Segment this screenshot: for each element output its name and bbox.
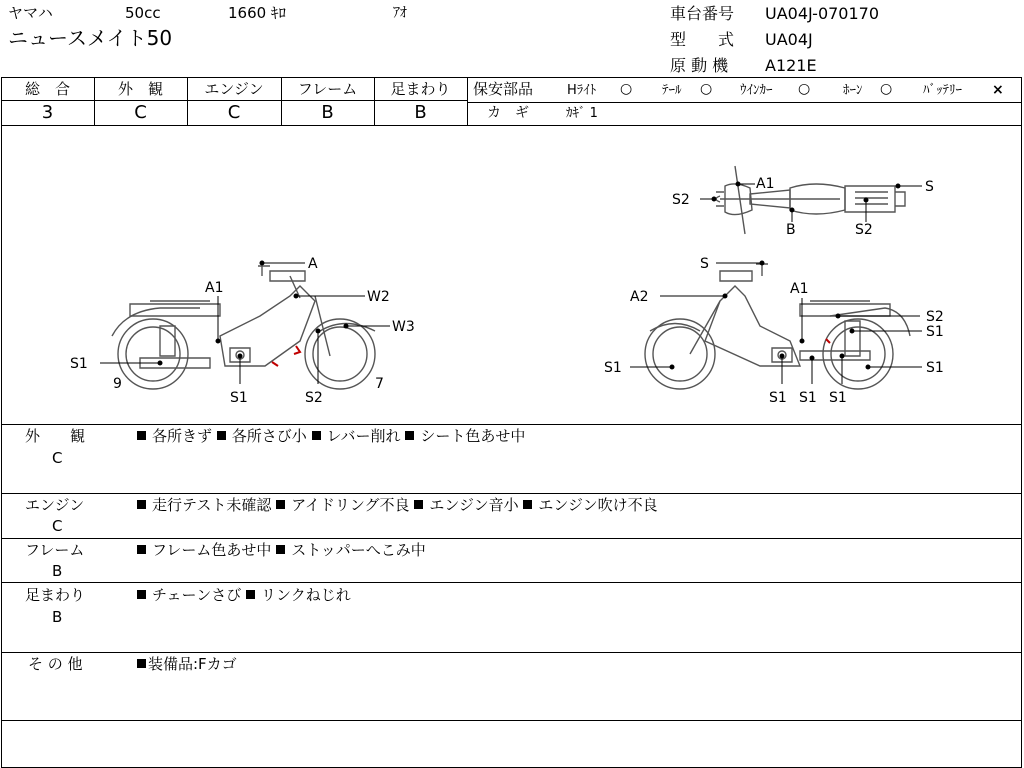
engine-value: A121E [765,56,817,75]
damage-mark [272,362,278,366]
note-items-suspension [137,588,351,603]
bike-left-view [112,266,375,389]
safety-headlight-label: Hﾗｲﾄ [567,83,597,98]
label-s1: S1 [829,390,847,406]
note-items-other [137,657,237,672]
label-s1: S1 [70,356,88,372]
note-items-frame [137,543,426,558]
note-item: フレーム色あせ中 [152,541,272,559]
label-a1: A1 [790,281,809,297]
safety-battery-mark: × [992,82,1004,98]
note-grade-suspension: B [52,608,63,626]
divider [1,582,1022,583]
label-s1: S1 [926,324,944,340]
key-label: カ ギ [487,105,529,121]
label-s1: S1 [230,390,248,406]
key-value: ｶｷﾞ 1 [566,106,598,121]
note-title-engine: エンジン [25,496,85,514]
note-title-other: そ の 他 [28,655,83,673]
safety-horn-mark: ○ [880,81,893,97]
label-w3: W3 [392,319,415,335]
note-items-engine [137,498,658,513]
note-grade-exterior: C [52,449,63,467]
divider [1,652,1022,653]
divider [1,538,1022,539]
divider [467,102,1022,103]
label-s1: S1 [604,360,622,376]
engine-label: 原 動 機 [670,56,729,75]
label-s1: S1 [799,390,817,406]
divider [1,424,1022,425]
damage-mark [294,346,300,354]
label-s2: S2 [305,390,323,406]
note-grade-engine: C [52,517,63,535]
label-b: B [786,222,796,238]
divider [467,77,468,125]
bike-top-view [716,166,905,234]
label-s1: S1 [769,390,787,406]
note-item: アイドリング不良 [291,496,410,514]
note-item: レバー削れ [326,427,401,445]
label-s2: S2 [855,222,873,238]
damage-mark [826,339,830,343]
note-item: エンジン吹け不良 [538,496,658,514]
displacement: 50cc [125,4,161,22]
label-s2: S2 [926,309,944,325]
chassis-value: UA04J-070170 [765,4,880,23]
type-label: 型 式 [670,30,735,49]
model-name: ニュースメイト50 [8,26,173,50]
note-item: 走行テスト未確認 [152,496,272,514]
divider [1,100,467,101]
note-grade-frame: B [52,562,63,580]
label-w2: W2 [367,289,390,305]
note-item: ストッパーへこみ中 [291,541,426,559]
label-7: 7 [375,376,384,392]
label-9: 9 [113,376,122,392]
note-item: チェーンさび [152,586,242,604]
label-s1: S1 [926,360,944,376]
safety-headlight-mark: ○ [620,81,633,97]
safety-tail-mark: ○ [700,81,713,97]
label-a1: A1 [756,176,775,192]
label-s: S [700,256,709,272]
label-a: A [308,256,318,272]
note-item: リンクねじれ [261,586,351,604]
divider [1,493,1022,494]
color: ｱｵ [393,5,407,21]
divider [1,77,1022,78]
grade-value-engine: C [227,102,241,123]
divider [1,720,1022,721]
note-item: 各所きず [152,427,213,445]
note-item: 装備品:Fカゴ [148,655,237,673]
safety-winker-label: ｳｲﾝｶｰ [740,83,773,98]
grade-header-suspension: 足まわり [390,80,451,98]
safety-winker-mark: ○ [798,81,811,97]
note-item: エンジン音小 [429,496,519,514]
grade-header-frame: フレーム [297,80,358,98]
grade-header-exterior: 外 観 [117,80,163,98]
safety-horn-label: ﾎｰﾝ [843,83,863,98]
mileage: 1660 ｷﾛ [228,4,286,22]
note-title-exterior: 外 観 [25,427,86,445]
label-s2: S2 [672,192,690,208]
label-a1: A1 [205,280,224,296]
safety-tail-label: ﾃｰﾙ [662,83,682,98]
label-a2: A2 [630,289,649,305]
damage-diagram [0,126,1024,424]
grade-header-engine: エンジン [204,80,264,98]
bike-right-view [645,264,910,389]
grade-value-frame: B [321,102,334,123]
note-title-suspension: 足まわり [25,586,86,604]
safety-battery-label: ﾊﾞｯﾃﾘｰ [923,83,962,98]
grade-value-suspension: B [414,102,427,123]
grade-value-exterior: C [134,102,147,123]
grade-value-overall: 3 [41,102,54,123]
safety-label: 保安部品 [473,80,534,98]
maker: ヤマハ [8,4,53,22]
label-s: S [925,179,934,195]
grade-header-overall: 総 合 [24,80,70,98]
note-title-frame: フレーム [25,541,85,559]
note-items-exterior [137,429,525,444]
note-item: 各所さび小 [231,427,307,445]
type-value: UA04J [765,30,813,49]
chassis-label: 車台番号 [670,4,735,23]
note-item: シート色あせ中 [420,427,526,445]
